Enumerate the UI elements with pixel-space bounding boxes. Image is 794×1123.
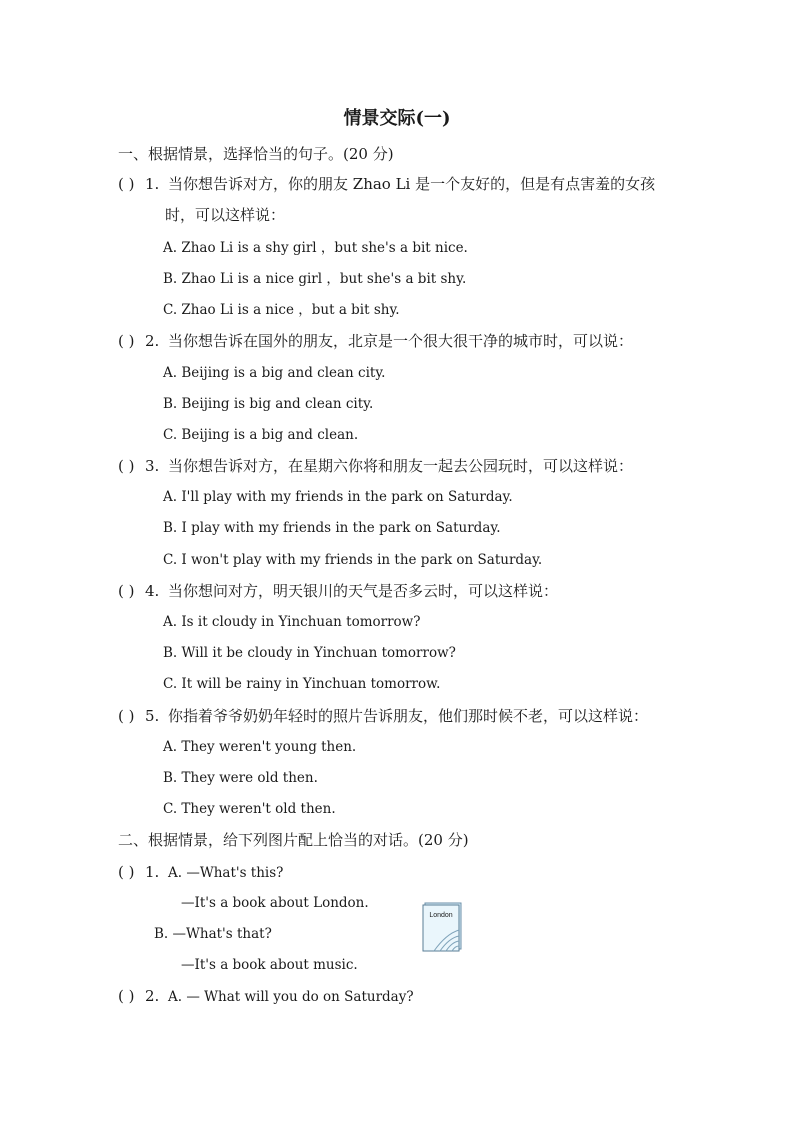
question-stem: 当你想问对方，明天银川的天气是否多云时，可以这样说：	[168, 582, 559, 600]
question-number: 1.	[145, 863, 160, 881]
question-number: 1.	[145, 175, 160, 193]
option-c: C. They weren't old then.	[163, 801, 336, 817]
answer-blank[interactable]: ( )	[118, 175, 135, 193]
question-3	[118, 455, 633, 477]
answer-blank[interactable]: ( )	[118, 457, 135, 475]
option-b: B. Beijing is big and clean city.	[163, 396, 374, 412]
option-a: A. Beijing is a big and clean city.	[163, 365, 386, 381]
answer-blank[interactable]: ( )	[118, 987, 135, 1005]
option-a: A. Is it cloudy in Yinchuan tomorrow?	[163, 614, 421, 630]
question-1	[118, 173, 655, 195]
option-a: A. They weren't young then.	[163, 739, 357, 755]
option-b: B. Will it be cloudy in Yinchuan tomorrow?	[163, 645, 456, 661]
answer-blank[interactable]: ( )	[118, 332, 135, 350]
dialogue-a-answer: —It's a book about London.	[181, 895, 369, 911]
matching-question-1	[118, 861, 283, 884]
option-b: B. I play with my friends in the park on Saturday.	[163, 520, 501, 536]
answer-blank[interactable]: ( )	[118, 863, 135, 881]
option-c: C. I won't play with my friends in the park on Saturday.	[163, 552, 543, 568]
question-stem: 当你想告诉对方，在星期六你将和朋友一起去公园玩时，可以这样说：	[168, 457, 634, 475]
question-stem: 当你想告诉对方，你的朋友 Zhao Li 是一个友好的，但是有点害羞的女孩	[168, 175, 656, 193]
question-number: 2.	[145, 332, 160, 350]
option-c: C. Beijing is a big and clean.	[163, 427, 359, 443]
section1-heading: 一、根据情景，选择恰当的句子。(20 分)	[118, 145, 394, 163]
page-title: 情景交际(一)	[343, 108, 451, 129]
answer-blank[interactable]: ( )	[118, 582, 135, 600]
question-number: 5.	[145, 707, 160, 725]
question-5	[118, 705, 648, 727]
question-number: 4.	[145, 582, 160, 600]
question-number: 3.	[145, 457, 160, 475]
option-a: A. I'll play with my friends in the park on Saturday.	[163, 489, 513, 505]
dialogue-b-answer: —It's a book about music.	[181, 957, 358, 973]
option-b: B. They were old then.	[163, 770, 318, 786]
question-4	[118, 580, 558, 602]
question-2	[118, 330, 633, 352]
question-stem-continued: 时，可以这样说：	[165, 206, 286, 224]
question-stem: 你指着爷爷奶奶年轻时的照片告诉朋友，他们那时候不老，可以这样说：	[168, 707, 649, 725]
dialogue-b-question: B. —What's that?	[154, 926, 272, 942]
option-a: A. Zhao Li is a shy girl ，but she's a bit nice.	[163, 240, 468, 256]
london-book-picture	[420, 900, 466, 952]
question-stem: 当你想告诉在国外的朋友，北京是一个很大很干净的城市时，可以说：	[168, 332, 634, 350]
section2-heading: 二、根据情景，给下列图片配上恰当的对话。(20 分)	[118, 831, 469, 849]
option-b: B. Zhao Li is a nice girl ，but she's a bit shy.	[163, 271, 467, 287]
dialogue-a-question: A. — What will you do on Saturday?	[168, 989, 414, 1005]
answer-blank[interactable]: ( )	[118, 707, 135, 725]
option-c: C. It will be rainy in Yinchuan tomorrow.	[163, 676, 441, 692]
matching-question-2	[118, 985, 414, 1008]
question-number: 2.	[145, 987, 160, 1005]
book-title-label: London	[429, 912, 453, 919]
dialogue-a-question: A. —What's this?	[168, 865, 284, 881]
option-c: C. Zhao Li is a nice ，but a bit shy.	[163, 302, 400, 318]
